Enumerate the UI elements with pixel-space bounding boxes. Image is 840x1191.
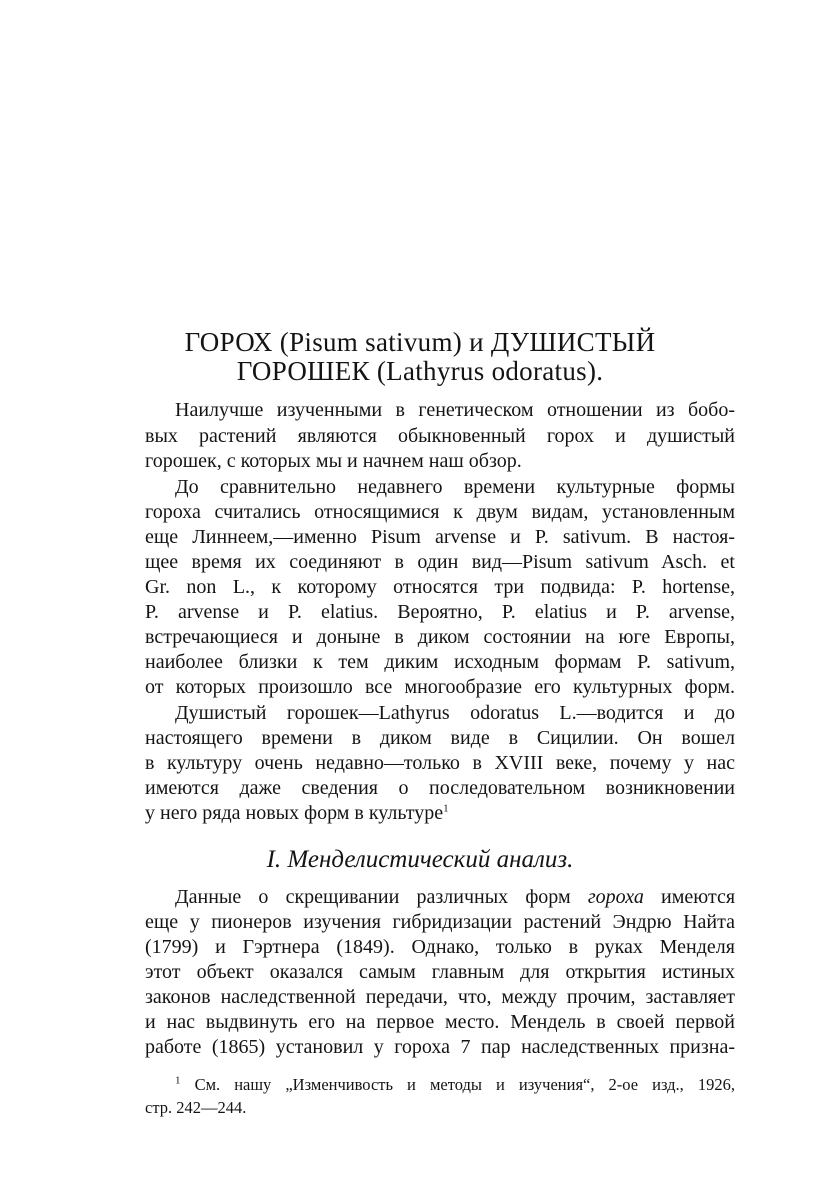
paragraph-2-line: еще Линнеем,—именно Pisum arvense и P. sativum. В настоя- — [145, 526, 735, 548]
paragraph-3-line: настоящего времени в диком виде в Сицилии. Он вошел — [145, 727, 735, 749]
paragraph-1-line: Наилучше изученными в генетическом отношении из бобо- — [175, 399, 735, 421]
paragraph-2-line: встречающиеся и доныне в диком состоянии на юге Европы, — [145, 626, 735, 648]
footnote-text: См. нашу „Изменчивость и методы и изучения“, 2-ое изд., 1926, — [194, 1075, 735, 1094]
paragraph-3-text: у него ряда новых форм в культуре — [145, 802, 444, 824]
paragraph-3-line — [145, 801, 735, 826]
section-paragraph-line: законов наследственной передачи, что, между прочим, заставляет — [145, 986, 735, 1008]
paragraph-1-line: горошек, с которых мы и начнем наш обзор. — [145, 450, 522, 472]
paragraph-2-line: от которых произошло все многообразие его культурных форм. — [145, 676, 735, 698]
paragraph-2-line: наиболее близки к тем диким исходным формам P. sativum, — [145, 651, 735, 673]
section-text: Данные о скрещивании различных форм — [175, 886, 571, 908]
footnote-reference: 1 — [443, 802, 449, 815]
paragraph-2-line: Gr. non L., к которому относятся три подвида: P. hortense, — [145, 576, 735, 598]
paragraph-2-line: До сравнительно недавнего времени культурные формы — [175, 476, 735, 498]
footnote-mark: 1 — [175, 1074, 181, 1087]
section-title: I. Менделистический анализ. — [266, 846, 574, 873]
section-paragraph-line: и нас выдвинуть его на первое место. Мендель в своей первой — [145, 1011, 735, 1033]
paragraph-3-line: имеются даже сведения о последовательном возникновении — [145, 777, 735, 799]
footnote-line — [175, 1074, 735, 1096]
section-paragraph-line — [175, 885, 735, 910]
section-text: имеются — [661, 886, 736, 908]
section-paragraph-line: этот объект оказался самым главным для открытия истиных — [145, 961, 735, 983]
section-paragraph-line: еще у пионеров изучения гибридизации растений Эндрю Найта — [145, 911, 735, 933]
section-italic-term: гороха — [587, 886, 644, 908]
paragraph-3-line: в культуру очень недавно—только в XVIII веке, почему у нас — [145, 752, 735, 774]
section-paragraph-line: работе (1865) установил у гороха 7 пар наследственных призна- — [145, 1036, 735, 1058]
paragraph-2-line: гороха считались относящимися к двум видам, установленным — [145, 501, 735, 523]
paragraph-3-line: Душистый горошек—Lathyrus odoratus L.—водится и до — [175, 702, 735, 724]
paragraph-2-line: P. arvense и P. elatius. Вероятно, P. elatius и P. arvense, — [145, 601, 735, 623]
chapter-title-line-1: ГОРОХ (Pisum sativum) и ДУШИСТЫЙ — [184, 327, 656, 357]
footnote-line: стр. 242—244. — [145, 1098, 247, 1117]
paragraph-2-line: щее время их соединяют в один вид—Pisum sativum Asch. et — [145, 551, 735, 573]
chapter-title-line-2: ГОРОШЕК (Lathyrus odoratus). — [236, 356, 604, 386]
paragraph-1-line: вых растений являются обыкновенный горох и душистый — [145, 425, 735, 447]
section-paragraph-line: (1799) и Гэртнера (1849). Однако, только в руках Менделя — [145, 936, 735, 958]
